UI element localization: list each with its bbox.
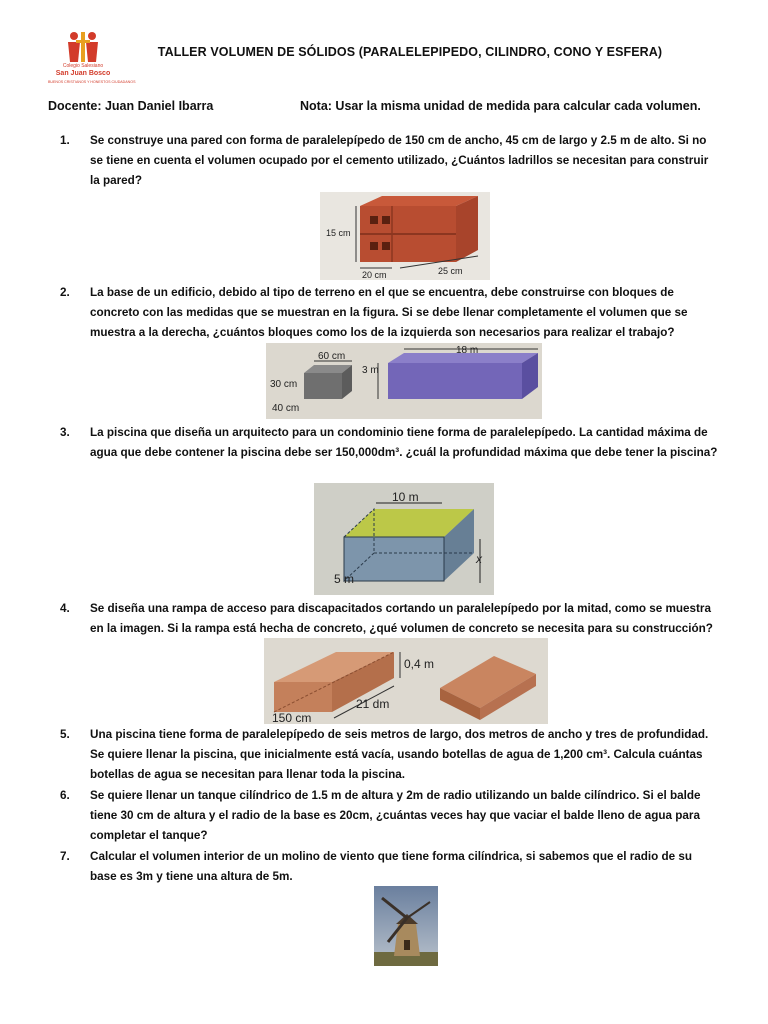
logo-school-name: San Juan Bosco — [55, 70, 111, 77]
question-text: La piscina que diseña un arquitecto para un condominio tiene forma de paralelepípedo. La cantidad máxima de agua que debe contener la piscina debe ser 150,000dm³. ¿cuál la profundidad máxima que debe tener la piscina? — [90, 426, 718, 459]
question-number: 2. — [60, 286, 70, 299]
pool-figure — [314, 483, 494, 595]
worksheet-title: TALLER VOLUMEN DE SÓLIDOS (PARALELEPIPEDO, CILINDRO, CONO Y ESFERA) — [157, 45, 663, 59]
question-6 — [60, 786, 720, 846]
question-number: 5. — [60, 728, 70, 741]
brick-figure — [320, 192, 490, 280]
worksheet-note: Nota: Usar la misma unidad de medida para calcular cada volumen. — [300, 99, 701, 113]
windmill-figure — [374, 886, 438, 966]
block-length-label: 60 cm — [318, 351, 346, 362]
question-text: Se quiere llenar un tanque cilíndrico de 1.5 m de altura y 2m de radio utilizando un balde cilíndrico. Si el balde tiene 30 cm de altura y el radio de la base es 20cm, ¿cuántas veces hay que vaciar el balde lleno de agua para completar el tanque? — [90, 789, 701, 842]
question-number: 1. — [60, 134, 70, 147]
brick-width-label: 20 cm — [362, 270, 387, 280]
foundation-height-label: 3 m — [362, 365, 379, 376]
question-text: Se construye una pared con forma de paralelepípedo de 150 cm de ancho, 45 cm de largo y 2.5 m de alto. Si no se tiene en cuenta el volumen ocupado por el cemento utilizado, ¿Cuántos ladrillos se necesitan para construir la pared? — [90, 134, 709, 187]
logo-tagline: BUENOS CRISTIANOS Y HONESTOS CIUDADANOS — [48, 80, 136, 84]
brick-height-label: 15 cm — [326, 228, 351, 238]
question-4 — [60, 599, 720, 639]
question-number: 3. — [60, 426, 70, 439]
ramp-width-label: 150 cm — [272, 711, 312, 724]
question-text: Calcular el volumen interior de un molino de viento que tiene forma cilíndrica, si sabemos que el radio de su base es 3m y tiene una altura de 5m. — [90, 850, 693, 883]
question-number: 6. — [60, 789, 70, 802]
question-text: Se diseña una rampa de acceso para discapacitados cortando un paralelepípedo por la mitad, como se muestra en la imagen. Si la rampa está hecha de concreto, ¿qué volumen de concreto se necesita para su construcción? — [90, 602, 713, 635]
school-logo — [48, 28, 136, 86]
foundation-length-label: 18 m — [456, 345, 479, 356]
pool-depth-label: x — [476, 552, 482, 566]
ramp-figure — [264, 638, 548, 724]
question-3 — [60, 423, 720, 463]
question-number: 7. — [60, 850, 70, 863]
pool-width-label: 5 m — [334, 572, 355, 586]
question-5 — [60, 725, 720, 785]
logo-school-type: Colegio Salesiano — [62, 63, 104, 69]
question-number: 4. — [60, 602, 70, 615]
ramp-length-label: 21 dm — [356, 697, 390, 711]
question-text: Una piscina tiene forma de paralelepípedo de seis metros de largo, dos metros de ancho y tres de profundidad. Se quiere llenar la piscina, que inicialmente está vacía, usando botellas de agua de 1,200 cm³. Calcula cuántas botellas de agua se necesitan para llenar toda la piscina. — [90, 728, 709, 781]
teacher-name: Docente: Juan Daniel Ibarra — [48, 99, 214, 113]
question-7 — [60, 847, 720, 887]
ramp-height-label: 0,4 m — [404, 657, 435, 671]
concrete-blocks-figure — [266, 343, 542, 419]
brick-length-label: 25 cm — [438, 266, 463, 276]
block-width-label: 40 cm — [272, 403, 300, 414]
question-1 — [60, 131, 720, 191]
question-text: La base de un edificio, debido al tipo de terreno en el que se encuentra, debe construirse con bloques de concreto con las medidas que se muestran en la figura. Si se debe llenar completamente el volumen que se muestra a la derecha, ¿cuántos bloques como los de la izquierda son necesarios para realizar el trabajo? — [90, 286, 688, 339]
windmill-icon — [374, 886, 438, 966]
pool-length-label: 10 m — [392, 490, 419, 504]
question-2 — [60, 283, 720, 343]
block-height-label: 30 cm — [270, 379, 298, 390]
school-emblem-icon — [48, 28, 118, 68]
